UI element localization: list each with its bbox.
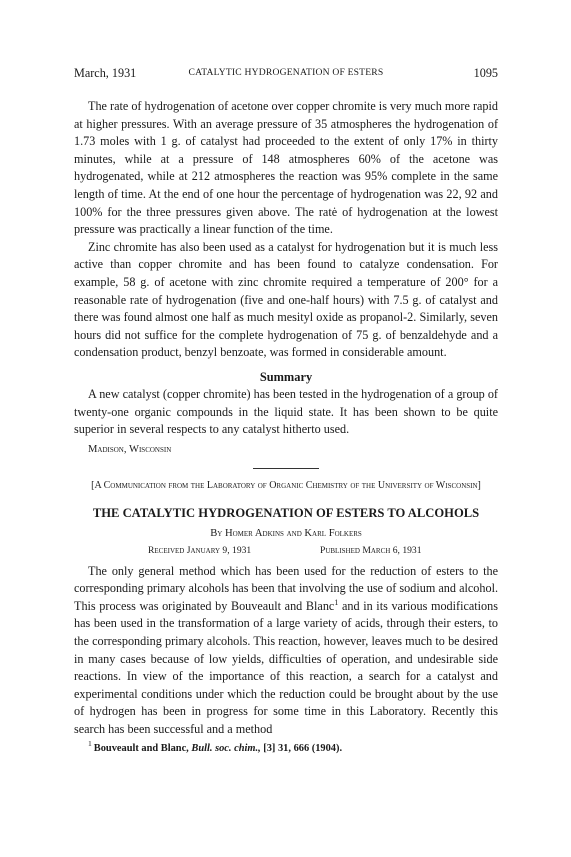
communication-note: [A Communication from the Laboratory of Organic Chemistry of the University of Wisconsin] [91,479,481,491]
header-page-number: 1095 [473,66,498,80]
footnote-authors: Bouveault and Blanc, [93,742,192,754]
summary-text: A new catalyst (copper chromite) has been tested in the hydrogenation of a group of twenty-one organic compounds in the liquid state. It has been shown to be quite superior in several respects to any catalyst hitherto used. [74,386,498,437]
received-date: Received January 9, 1931 [148,544,252,556]
published-date: Published March 6, 1931 [320,544,422,556]
affiliation-place: Madison, Wisconsin [88,443,172,455]
article-body-part1: The only general method which has been used for the reduction of esters to the corresponding primary alcohols has been that involving the use of sodium and alcohol. This process was originated by Bouveault and Blanc [74,563,498,613]
article-title: THE CATALYTIC HYDROGENATION OF ESTERS TO ALCOHOLS [92,505,480,520]
footnote-pages: , 666 (1904). [288,742,343,754]
section-divider [253,468,319,469]
article-authors: By Homer Adkins and Karl Folkers [210,527,362,539]
header-date: March, 1931 [74,66,137,80]
journal-page [74,66,498,755]
paragraph-acetone-rate: The rate of hydrogenation of acetone over copper chromite is very much more rapid at higher pressures. With an average pressure of 35 atmospheres the hydrogenation of 1.73 moles with 1 g. of catalyst had proceeded to the extent of only 17% in thirty minutes, while at a pressure of 148 atmospheres 60% of the acetone was hydrogenated, while at 212 atmospheres the reaction was 95% complete in the same length of time. At the end of one hour the percentage of hydrogenation was 22, 92 and 100% for the three pressures given above. The ratė of hydrogenation at the lowest pressure was practically a linear function of the time. [74,99,498,237]
footnote-series: [3] [260,742,278,754]
header-running-title: CATALYTIC HYDROGENATION OF ESTERS [188,67,384,78]
footnote-reference[interactable]: 1 [334,597,339,607]
footnote-mark: 1 [88,739,92,749]
paragraph-zinc-chromite: Zinc chromite has also been used as a catalyst for hydrogenation but it is much less active than copper chromite and has been found to catalyze condensation. For example, 58 g. of acetone with zinc chromite required a temperature of 200° for a reasonable rate of hydrogenation (five and one-half hours) with 7.5 g. of catalyst and there was found almost one half as much mesityl oxide as propanol-2. Similarly, seven hours did not suffice for the complete hydrogenation of 75 g. of benzaldehyde and a condensation product, benzyl benzoate, was formed in considerable amount. [74,239,498,360]
article-dates [74,545,498,559]
footnote-volume: 31 [277,742,289,754]
running-header [74,66,498,82]
footnote-journal: Bull. soc. chim., [191,742,261,754]
summary-heading: Summary [259,369,313,384]
footnote [88,739,498,755]
article-body-paragraph [74,563,498,739]
article-body-part2: and in its various modifications has been used in the transformation of a large variety of acids, through their esters, to the corresponding primary alcohols. This reaction, however, leaves much to be desired in many cases because of low yields, difficulties of operation, and undesirable side reactions. In view of the importance of this reaction, a search for a catalyst and experimental conditions under which the reduction could be brought about by the use of hydrogen has been in progress for some time in this Laboratory. Recently this search has been successful and a method [74,598,498,737]
